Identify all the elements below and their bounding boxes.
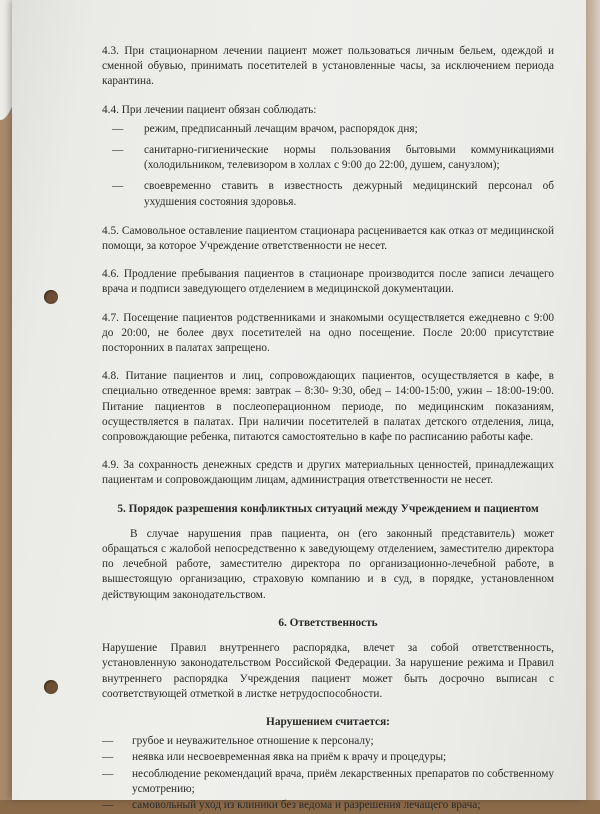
list-item: — самовольный уход из клиники без ведома и разрешения лечащего врача; [102, 798, 554, 813]
violations-title: Нарушением считается: [266, 715, 390, 728]
list-item: — режим, предписанный лечащим врачом, распорядок дня; [102, 122, 554, 137]
paragraph-4-7: 4.7. Посещение пациентов родственниками и знакомыми осуществляется ежедневно с 9:00 до 20:00, не более двух посетителей на одно посещение. После 20:00 присутствие посторонних в палатах запрещено. [102, 311, 554, 355]
paragraph-4-6: 4.6. Продление пребывания пациентов в стационаре производится после записи лечащего врача и подписи заведующего отделением в медицинской документации. [102, 268, 554, 296]
paragraph-4-8: 4.8. Питание пациентов и лиц, сопровождающих пациентов, осуществляется в кафе, в специально отведенное время: завтрак – 8:30- 9:30, обед – 14:00-15:00, ужин – 18:00-19:00. Питание пациентов в послеоперационном периоде, по медицинским показаниям, осуществляется в палатах. При наличии посетителей в палатах детского отделения, лица, сопровождающие ребенка, питаются самостоятельно в кафе по расписанию работы кафе. [102, 370, 554, 444]
list-item: — своевременно ставить в известность дежурный медицинский персонал об ухудшения состояния здоровья. [102, 179, 554, 209]
paragraph-4-4: 4.4. При лечении пациент обязан соблюдать: [102, 103, 317, 116]
list-item: — грубое и неуважительное отношение к персоналу; [102, 734, 554, 749]
list-item: — неявка или несвоевременная явка на приём к врачу и процедуры; [102, 750, 554, 765]
paragraph-4-3: 4.3. При стационарном лечении пациент может пользоваться личным бельем, одеждой и сменной обувью, принимать посетителей в установленные часы, за исключением периода карантина. [102, 45, 554, 88]
paragraph-4-9: 4.9. За сохранность денежных средств и других материальных ценностей, принадлежащих пациентам и сопровождающим лицам, администрация ответственности не несет. [102, 459, 554, 487]
obligations-list [102, 122, 554, 210]
desk-surface-right [586, 0, 600, 800]
section-5-text: В случае нарушения прав пациента, он (его законный представитель) может обращаться с жалобой непосредственно к заведующему отделением, заместителю директора по лечебной работе, заместителю директора по организационно-лечебной работе, в вышестоящую организацию, страховую компанию и в суд, в порядке, установленном действующим законодательством. [102, 527, 554, 601]
list-item: — несоблюдение рекомендаций врача, приём лекарственных препаратов по собственному усмотрению; [102, 767, 554, 797]
document-text [102, 44, 554, 814]
punch-hole-bottom [44, 680, 58, 694]
section-5-title: 5. Порядок разрешения конфликтных ситуаций между Учреждением и пациентом [117, 502, 539, 515]
list-item: — санитарно-гигиенические нормы пользования бытовыми коммуникациями (холодильником, телевизором в холлах с 9:00 до 22:00, душем, санузлом); [102, 143, 554, 173]
section-6-text: Нарушение Правил внутреннего распорядка, влечет за собой ответственность, установленную законодательством Российской Федерации. За нарушение режима и Правил внутреннего распорядка Учреждения пациент может быть досрочно выписан с соответствующей отметкой в листке нетрудоспособности. [102, 642, 554, 700]
punch-hole-top [44, 290, 58, 304]
paragraph-4-5: 4.5. Самовольное оставление пациентом стационара расценивается как отказ от медицинской помощи, за которое Учреждение ответственности не несет. [102, 224, 554, 253]
section-6-title: 6. Ответственность [278, 616, 378, 629]
violations-list [102, 734, 554, 813]
